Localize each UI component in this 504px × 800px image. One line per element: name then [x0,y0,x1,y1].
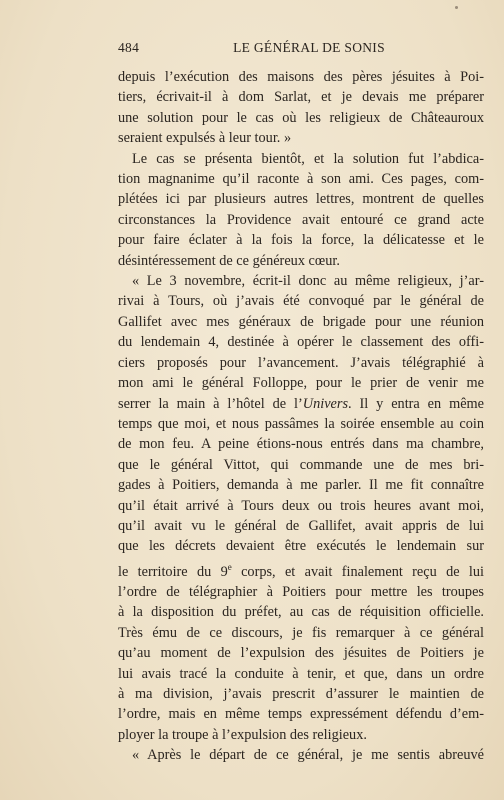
text-line: ciers proposés pour l’avancement. J’avais télégraphié à [118,354,484,371]
text-line: gades à Poitiers, demanda à me parler. Il me fit connaître [118,477,484,494]
text-line: de mon feu. A peine étions-nous entrés dans ma chambre, [118,436,484,453]
text-line: désintéressement de ce généreux cœur. [118,252,340,269]
text-line: tion magnanime qu’il raconte à son ami. Ces pages, com- [118,171,484,188]
text-line: l’ordre de télégraphier à Poitiers pour mettre les troupes [118,583,484,600]
text-line: pour faire éclater à la fois la force, la délicatesse et le [118,232,484,249]
paper-speck [455,6,458,9]
text-line: ployer la troupe à l’expulsion des religieux. [118,726,367,743]
text-line: Le cas se présenta bientôt, et la solution fut l’abdica- [132,150,484,167]
text-line: à la disposition du préfet, au cas de réquisition officielle. [118,604,484,621]
text-line: rivai à Tours, où j’avais été convoqué par le général de [118,293,484,310]
page-number: 484 [118,40,140,55]
text-line: que le général Vittot, qui commande une de mes bri- [118,456,484,473]
text-line: qu’il avait vu le général de Gallifet, avait appris de lui [118,517,484,534]
running-title: LE GÉNÉRAL DE SONIS [233,40,385,55]
text-line: « Le 3 novembre, écrit-il donc au même religieux, j’ar- [132,273,484,290]
text-line: plétées ici par plusieurs autres lettres, montrent de quelles [118,191,484,208]
text-line: Très ému de ce discours, je fis remarquer à ce général [118,624,484,641]
text-line: une solution pour le cas où les religieux de Châteauroux [118,109,484,126]
text-line: à ma division, j’avais prescrit d’assurer le maintien de [118,685,484,702]
text-line: circonstances la Providence avait entouré ce grand acte [118,211,484,228]
text-line: tiers, écrivait-il à dom Sarlat, et je devais me préparer [118,89,484,106]
text-line: mon ami le général Folloppe, pour le prier de venir me [118,375,484,392]
text-line: l’ordre, mais en même temps expressément défendu d’em- [118,706,484,723]
text-line: Gallifet avec mes généraux de brigade pour une réunion [118,313,484,330]
text-line: « Après le départ de ce général, je me sentis abreuvé [132,747,484,764]
body-text [118,67,484,766]
text-line: le territoire du 9e corps, et avait finalement reçu de lui [118,561,485,580]
text-line: que les décrets devaient être exécutés le lendemain sur [118,538,484,555]
text-line: du lendemain 4, destinée à opérer le classement des offi- [118,334,484,351]
text-line: lui avais tracé la conduite à tenir, et que, dans un ordre [118,665,484,682]
text-line: serrer la main à l’hôtel de l’Univers. Il y entra en même [118,395,485,412]
text-line: depuis l’exécution des maisons des pères jésuites à Poi- [118,69,484,85]
text-line: seraient expulsés à leur tour. » [118,130,292,147]
text-line: temps que moi, et nous passâmes la soirée ensemble au coin [118,415,484,432]
text-line: qu’il était arrivé à Tours deux ou trois heures avant moi, [118,497,484,514]
page-header [118,40,484,56]
text-line: qu’au moment de l’expulsion des jésuites de Poitiers je [118,645,484,662]
